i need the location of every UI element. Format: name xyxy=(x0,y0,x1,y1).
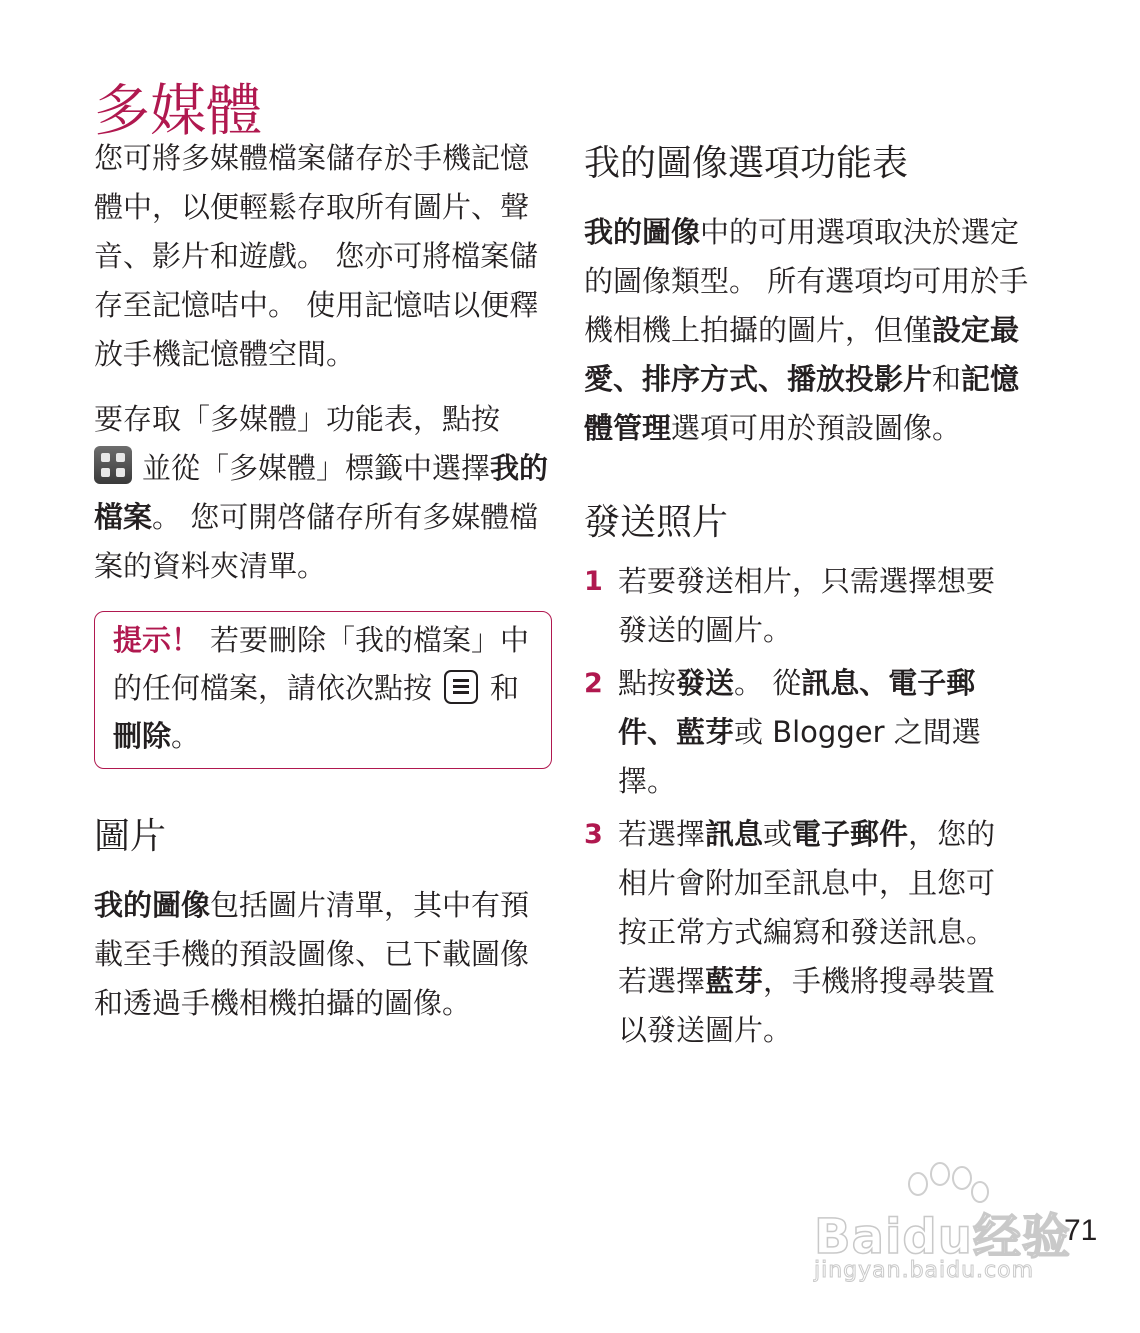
options-paragraph xyxy=(584,208,1044,453)
my-images-label: 我的圖像 xyxy=(94,888,211,922)
options-text-1: 中的可用選項取決於選定的圖像類型。 所有選項均可用於手機相機上拍攝的圖片，但僅 xyxy=(584,215,1029,347)
page-title: 多媒體 xyxy=(94,78,262,144)
step-3-text-4: ，手機將搜尋裝置以發送圖片。 xyxy=(618,964,996,1047)
pictures-text: 包括圖片清單，其中有預載至手機的預設圖像、已下載圖像和透過手機相機拍攝的圖像。 xyxy=(94,888,530,1020)
step-2-bold-2: 訊息、電子郵件、藍芽 xyxy=(618,666,976,749)
step-number: 2 xyxy=(584,668,603,699)
page-number: 71 xyxy=(1064,1214,1098,1247)
options-text-3: 選項可用於預設圖像。 xyxy=(671,411,962,445)
send-heading: 發送照片 xyxy=(584,502,729,543)
send-section xyxy=(584,493,1044,1055)
watermark-url: jingyan.baidu.com xyxy=(814,1258,1035,1283)
step-2-bold-1: 發送 xyxy=(676,666,735,700)
options-menu-icon xyxy=(444,670,478,704)
tip-text-3: 。 xyxy=(171,719,201,753)
step-3-bold-2: 電子郵件 xyxy=(792,817,909,851)
options-heading: 我的圖像選項功能表 xyxy=(584,143,909,184)
watermark-brand: Baidu经验 xyxy=(814,1209,1071,1265)
step-3-text-3: ，您的相片會附加至訊息中，且您可按正常方式編寫和發送訊息。 若選擇 xyxy=(618,817,996,998)
step-3-text-1: 若選擇 xyxy=(618,817,706,851)
step-3-bold-1: 訊息 xyxy=(705,817,764,851)
pictures-paragraph xyxy=(94,881,554,1028)
access-paragraph xyxy=(94,395,554,591)
intro-paragraph: 您可將多媒體檔案儲存於手機記憶體中，以便輕鬆存取所有圖片、聲音、影片和遊戲。 您亦可將檔案儲存至記憶咭中。 使用記憶咭以便釋放手機記憶體空間。 xyxy=(94,141,539,371)
step-2-text-1: 點按 xyxy=(618,666,677,700)
step-text: 若要發送相片，只需選擇想要發送的圖片。 xyxy=(618,564,996,647)
step-3-text-2: 或 xyxy=(763,817,793,851)
step-text xyxy=(618,810,1018,1055)
pictures-heading: 圖片 xyxy=(94,816,167,857)
step-3 xyxy=(584,810,1044,1055)
baidu-watermark xyxy=(808,1160,1078,1290)
options-bold-2: 設定最愛、排序方式、播放投影片 xyxy=(584,313,1020,396)
access-text-3: 。 您可開啓儲存所有多媒體檔案的資料夾清單。 xyxy=(94,500,539,583)
step-3-bold-3: 藍芽 xyxy=(705,964,764,998)
tip-text-1: 若要刪除「我的檔案」中的任何檔案，請依次點按 xyxy=(113,623,530,705)
step-text xyxy=(618,659,1018,806)
tip-label: 提示！ xyxy=(113,623,201,657)
menu-grid-icon xyxy=(94,446,132,484)
options-bold-3: 記憶體管理 xyxy=(584,362,1020,445)
options-text-2: 和 xyxy=(932,362,962,396)
step-number: 3 xyxy=(584,819,603,850)
send-steps xyxy=(584,557,1044,1055)
step-2-text-3: 或 Blogger 之間選擇。 xyxy=(618,715,981,798)
pictures-section xyxy=(94,807,554,1028)
access-text-1: 要存取「多媒體」功能表，點按 xyxy=(94,402,501,436)
options-bold-1: 我的圖像 xyxy=(584,215,701,249)
step-1 xyxy=(584,557,1044,655)
step-2 xyxy=(584,659,1044,806)
step-number: 1 xyxy=(584,566,603,597)
access-text-2: 並從「多媒體」標籤中選擇 xyxy=(142,451,491,485)
tip-text-2: 和 xyxy=(490,671,520,705)
delete-label: 刪除 xyxy=(113,719,172,753)
step-2-text-2: 。 從 xyxy=(734,666,802,700)
my-files-label: 我的檔案 xyxy=(94,451,549,534)
right-column xyxy=(584,134,1044,1059)
left-column xyxy=(94,134,554,1028)
tip-box xyxy=(94,611,552,769)
